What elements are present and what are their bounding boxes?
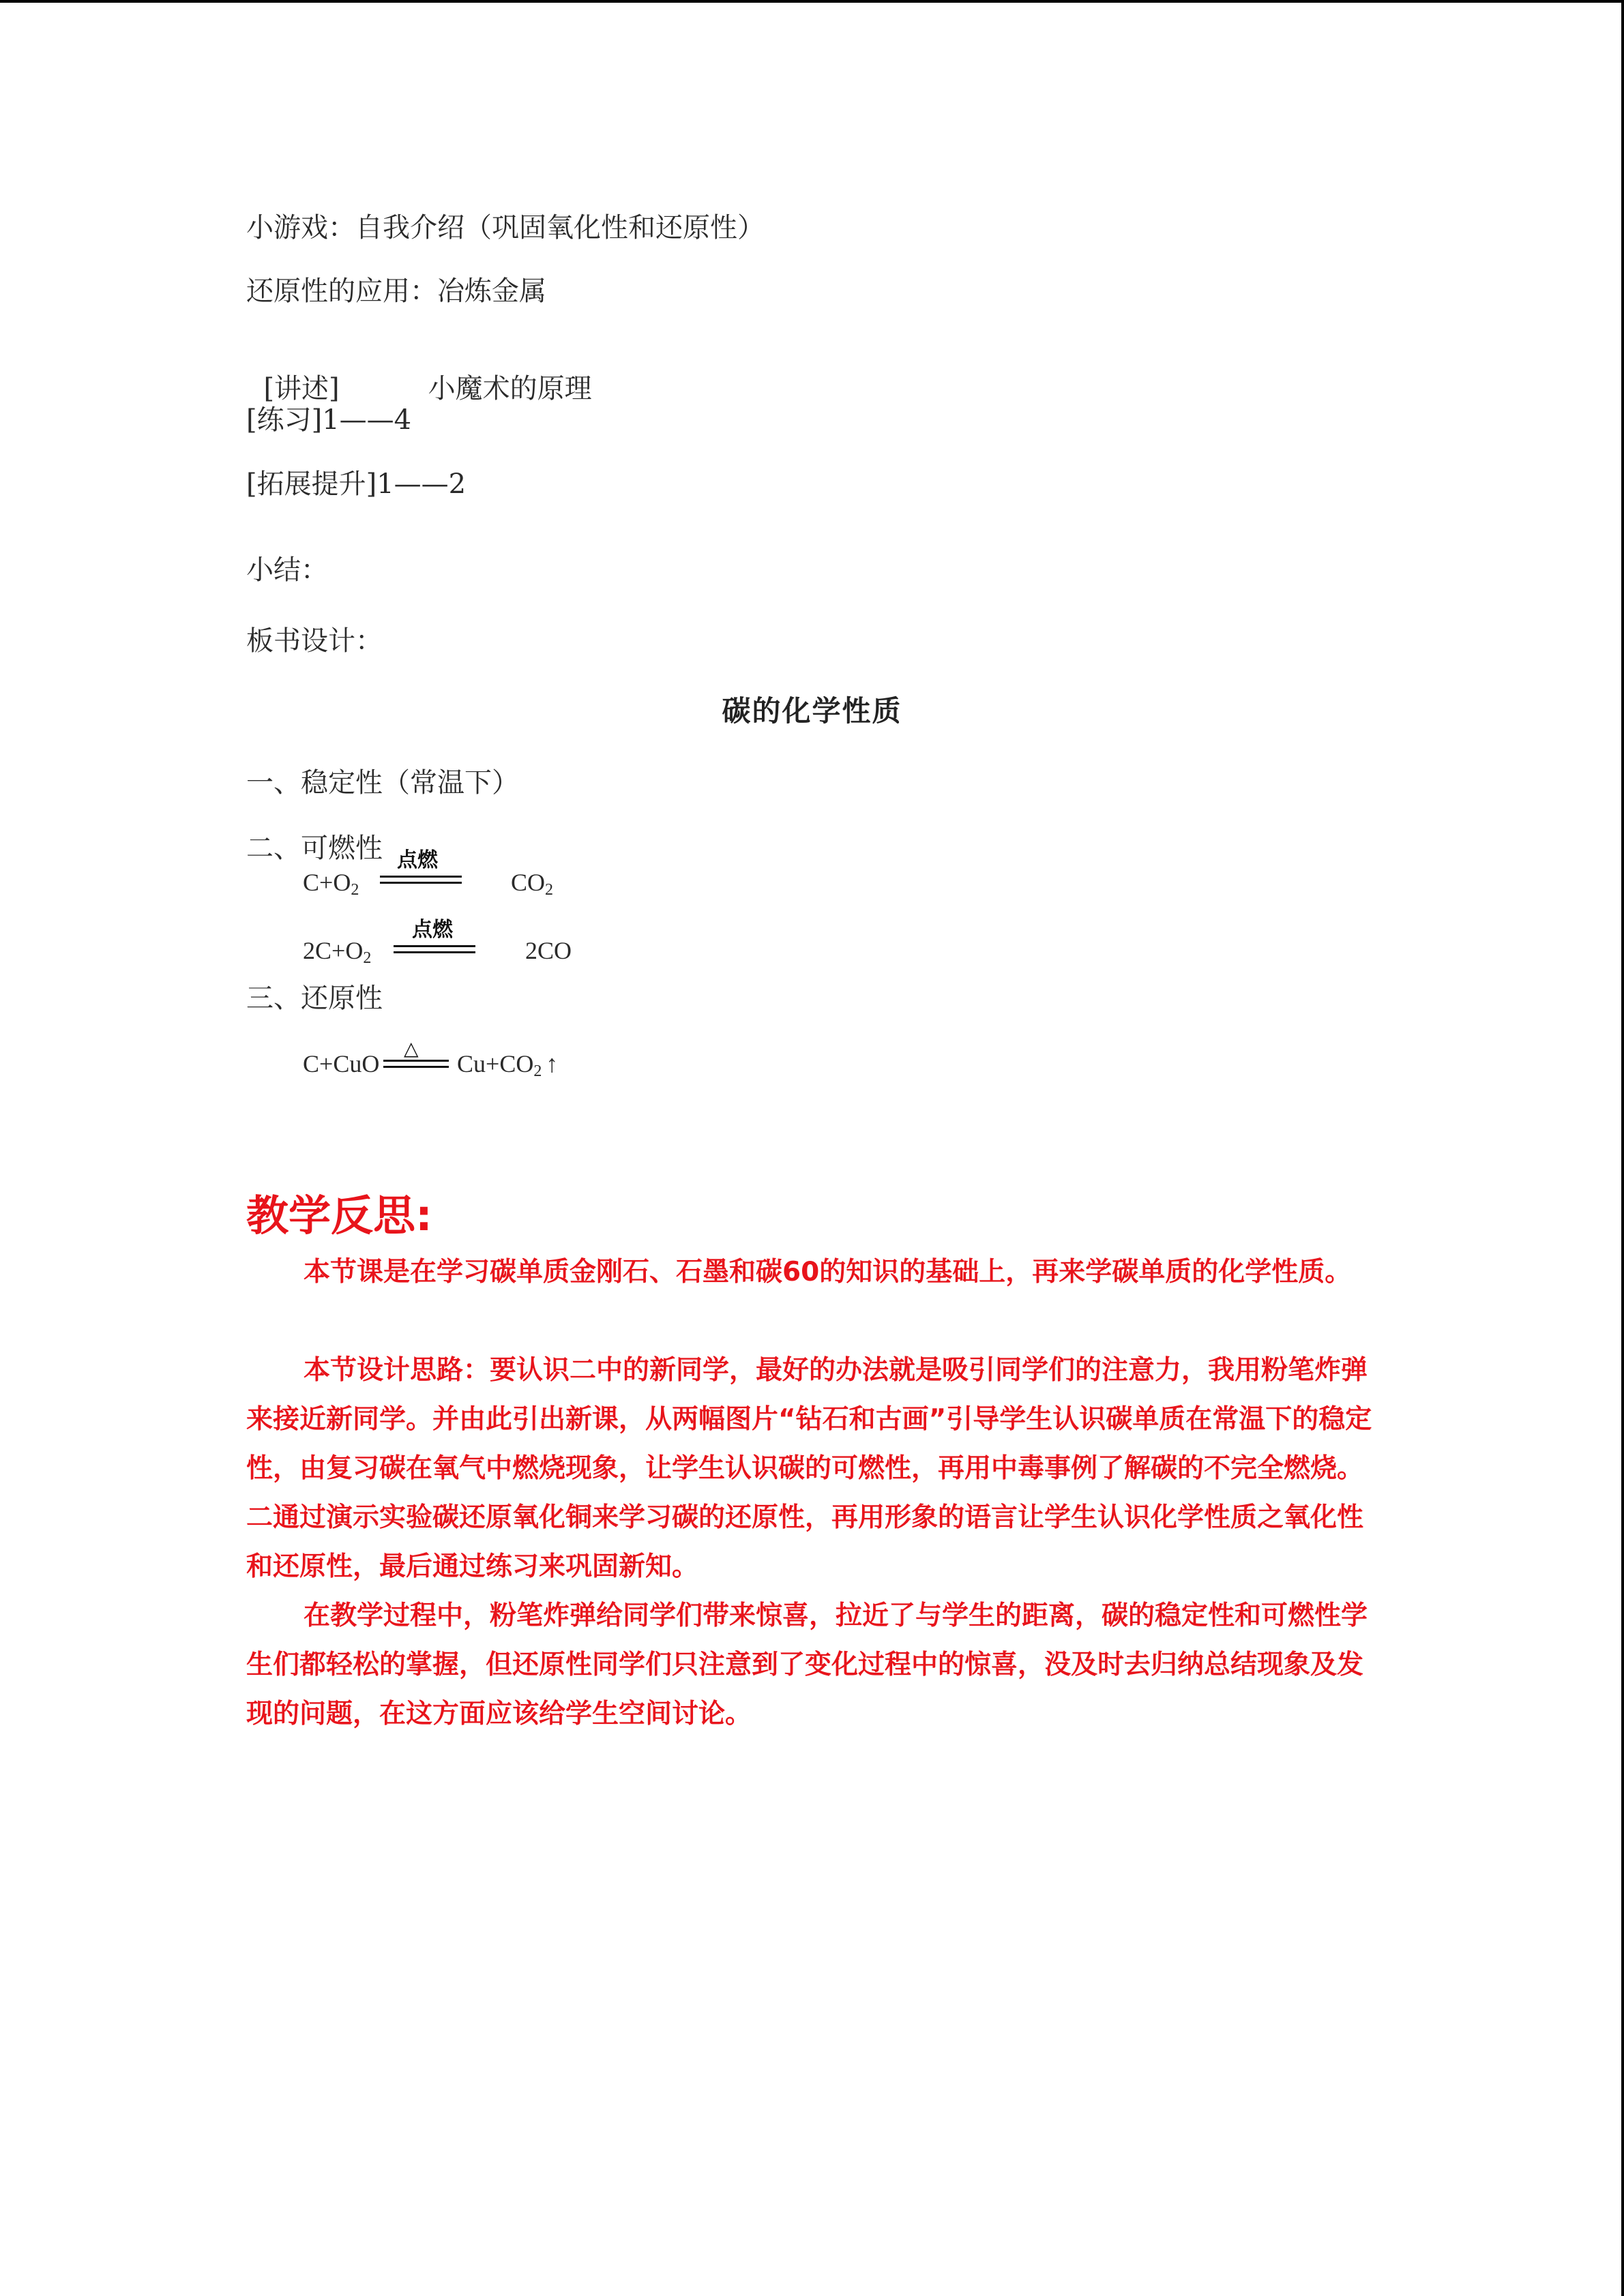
reflection-title: 教学反思:: [246, 1191, 432, 1240]
eq2-condition: 点燃: [412, 918, 453, 942]
eq3-reactants: C+CuO: [303, 1050, 380, 1077]
eq1-condition: 点燃: [397, 848, 438, 872]
lecture-line: [246, 340, 592, 405]
reflection-paragraph: 在教学过程中，粉笔炸弹给同学们带来惊喜，拉近了与学生的距离，碳的稳定性和可燃性学生们都轻松的掌握，但还原性同学们只注意到了变化过程中的惊喜，没及时去归纳总结现象及发现的问题，在这方面应该给学生空间讨论。: [246, 1600, 1368, 1729]
reflection-paragraph: 本节设计思路：要认识二中的新同学，最好的办法就是吸引同学们的注意力，我用粉笔炸弹来接近新同学。并由此引出新课，从两幅图片“钻石和古画”引导学生认识碳单质在常温下的稳定性，由复习碳在氧气中燃烧现象，让学生认识碳的可燃性，再用中毒事例了解碳的不完全燃烧。二通过演示实验碳还原氧化铜来学习碳的还原性，再用形象的语言让学生认识化学性质之氧化性和还原性，最后通过练习来巩固新知。: [246, 1355, 1372, 1582]
eq1-reactants: $C+O_2$: [303, 869, 359, 899]
eq2-product: 2CO: [525, 937, 572, 964]
eq1-equals-sign: [380, 874, 462, 891]
gas-arrow-icon: ↑: [546, 1050, 559, 1077]
eq2-reactants: $2C+O_2$: [303, 937, 372, 967]
application-line: 还原性的应用：冶炼金属: [246, 275, 546, 307]
eq1-product: $CO_2$: [511, 869, 554, 899]
summary-label: 小结：: [246, 554, 328, 586]
reflection-paragraph: 本节课是在学习碳单质金刚石、石墨和碳60的知识的基础上，再来学碳单质的化学性质。: [304, 1257, 1352, 1287]
eq3-product: $Cu+CO_2$ ↑: [457, 1050, 559, 1080]
extension-line: [拓展提升]1——2: [246, 468, 467, 500]
board-title: 碳的化学性质: [722, 694, 902, 728]
board-item-stability: 一、稳定性（常温下）: [246, 767, 519, 799]
eq2-equals-sign: [394, 944, 475, 960]
page-right-border: [1621, 0, 1624, 2296]
page-top-border: [0, 0, 1624, 3]
lecture-text: 小魔术的原理: [428, 373, 592, 404]
eq3-condition: △: [404, 1037, 419, 1060]
board-item-combustibility: 二、可燃性: [246, 833, 383, 864]
lecture-tag: [讲述]: [263, 373, 340, 404]
eq3-equals-sign: [383, 1058, 449, 1075]
practice-line: [练习]1——4: [246, 404, 412, 436]
board-label: 板书设计：: [246, 625, 383, 657]
board-item-reducibility: 三、还原性: [246, 983, 383, 1014]
game-line: 小游戏：自我介绍（巩固氧化性和还原性）: [246, 212, 765, 243]
